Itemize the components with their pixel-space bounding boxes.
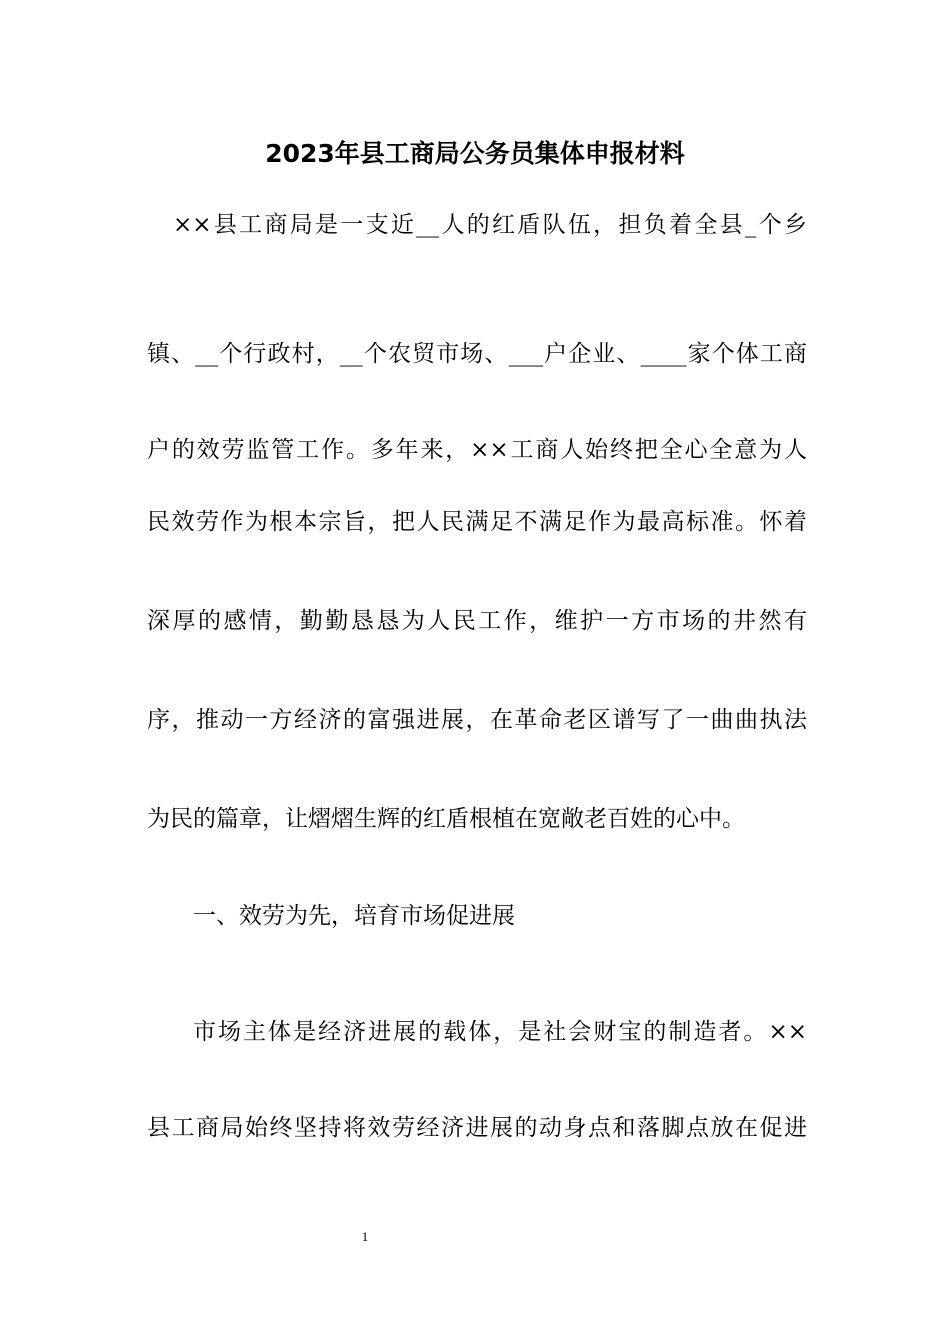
- page-number: 1: [361, 1229, 369, 1244]
- paragraph-2-line-2: 县工商局始终坚持将效劳经济进展的动身点和落脚点放在促进: [147, 1115, 807, 1141]
- paragraph-1-line-5: 深厚的感情，勤勤恳恳为人民工作，维护一方市场的井然有: [147, 608, 807, 634]
- document-title: 2023年县工商局公务员集体申报材料: [265, 139, 685, 168]
- paragraph-1-line-4: 民效劳作为根本宗旨，把人民满足不满足作为最高标准。怀着: [147, 509, 807, 535]
- paragraph-2-line-1: 市场主体是经济进展的载体，是社会财宝的制造者。××: [193, 1019, 807, 1045]
- paragraph-1-line-3: 户的效劳监管工作。多年来，××工商人始终把全心全意为人: [147, 437, 807, 463]
- section-heading-1: 一、效劳为先，培育市场促进展: [193, 903, 515, 929]
- paragraph-1-line-1: ××县工商局是一支近__人的红盾队伍，担负着全县_个乡: [173, 212, 807, 238]
- paragraph-1-line-2: 镇、__个行政村，__个农贸市场、___户企业、____家个体工商: [147, 341, 807, 367]
- paragraph-1-line-7: 为民的篇章，让熠熠生辉的红盾根植在宽敞老百姓的心中。: [147, 806, 745, 832]
- paragraph-1-line-6: 序，推动一方经济的富强进展，在革命老区谱写了一曲曲执法: [147, 707, 807, 733]
